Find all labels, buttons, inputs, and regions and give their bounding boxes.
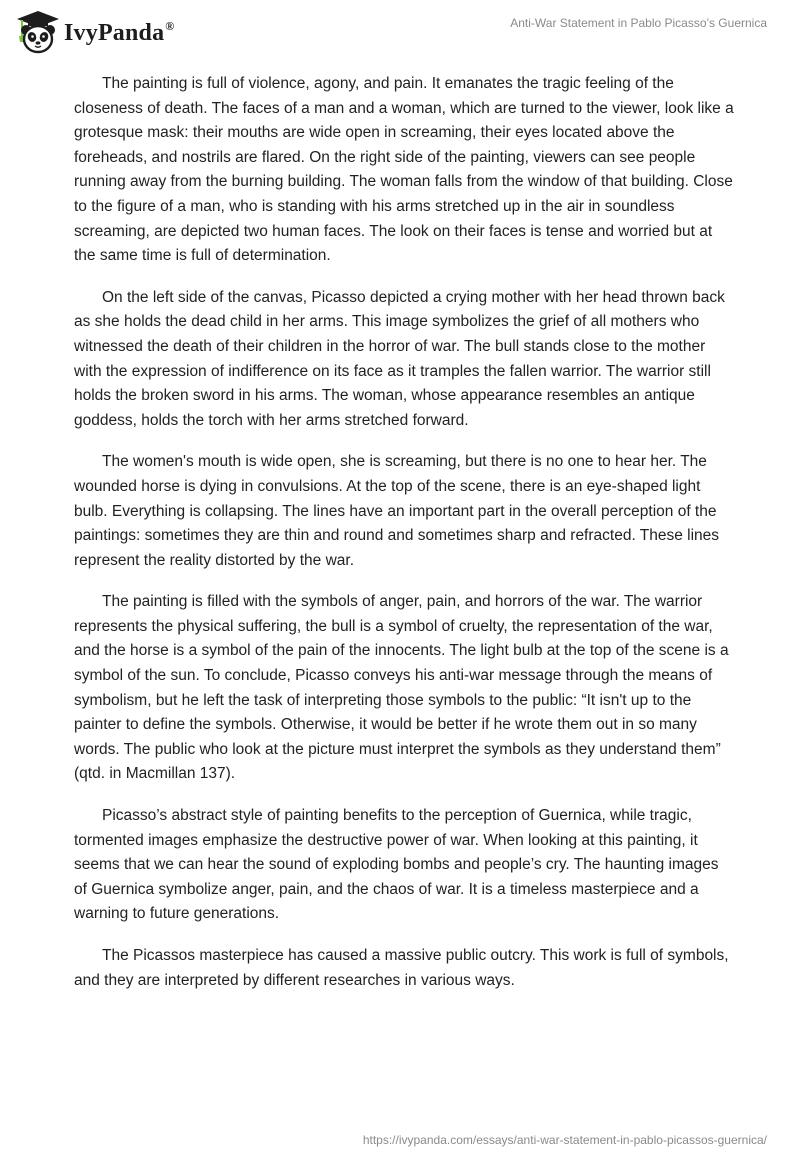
document-title: Anti-War Statement in Pablo Picasso’s Guernica (510, 16, 767, 30)
registered-mark: ® (165, 18, 175, 33)
brand-name: IvyPanda® (64, 18, 175, 46)
ivypanda-logo[interactable] (14, 8, 174, 56)
paragraph: The Picassos masterpiece has caused a massive public outcry. This work is full of symbols, and they are interpreted by different researches in various ways. (74, 947, 729, 989)
page-header (0, 0, 800, 60)
paragraph: Picasso’s abstract style of painting benefits to the perception of Guernica, while tragic, tormented images emphasize the destructive power of war. When looking at this painting, it seems that we can hear the sound of exploding bombs and people’s cry. The haunting images of Guernica symbolize anger, pain, and the chaos of war. It is a timeless masterpiece and a warning to future generations. (74, 807, 719, 923)
paragraph: The painting is full of violence, agony, and pain. It emanates the tragic feeling of the closeness of death. The faces of a man and a woman, which are turned to the viewer, look like a grotesque mask: their mouths are wide open in screaming, their eyes located above the foreheads, and nostrils are flared. On the right side of the painting, viewers can see people running away from the burning building. The woman falls from the window of that building. Close to the figure of a man, who is standing with his arms stretched up in the air in soundless screaming, are depicted two human faces. The look on their faces is tense and worried but at the same time is full of determination. (74, 75, 734, 265)
paragraph: The painting is filled with the symbols of anger, pain, and horrors of the war. The warrior represents the physical suffering, the bull is a symbol of cruelty, the representation of the war, and the horse is a symbol of the pain of the innocents. The light bulb at the top of the scene is a symbol of the sun. To conclude, Picasso conveys his anti-war message through the means of symbolism, but he left the task of interpreting those symbols to the public: “It isn't up to the painter to define the symbols. Otherwise, it would be better if he wrote them out in so many words. The public who look at the picture must interpret the symbols as they understand them” (qtd. in Macmillan 137). (74, 593, 729, 783)
panda-graduation-cap-icon (14, 8, 62, 56)
paragraph: On the left side of the canvas, Picasso depicted a crying mother with her head thrown back as she holds the dead child in her arms. This image symbolizes the grief of all mothers who witnessed the death of their children in the horror of war. The bull stands close to the mother with the expression of indifference on its face as it tramples the fallen warrior. The warrior still holds the broken sword in his arms. The woman, whose appearance resembles an antique goddess, holds the torch with her arms stretched forward. (74, 288, 725, 429)
essay-body (74, 72, 734, 1010)
source-url[interactable]: https://ivypanda.com/essays/anti-war-statement-in-pablo-picassos-guernica/ (362, 1133, 767, 1147)
paragraph: The women's mouth is wide open, she is screaming, but there is no one to hear her. The wounded horse is dying in convulsions. At the top of the scene, there is an eye-shaped light bulb. Everything is collapsing. The lines have an important part in the overall perception of the paintings: sometimes they are thin and round and sometimes sharp and refracted. These lines represent the reality distorted by the war. (74, 453, 720, 569)
